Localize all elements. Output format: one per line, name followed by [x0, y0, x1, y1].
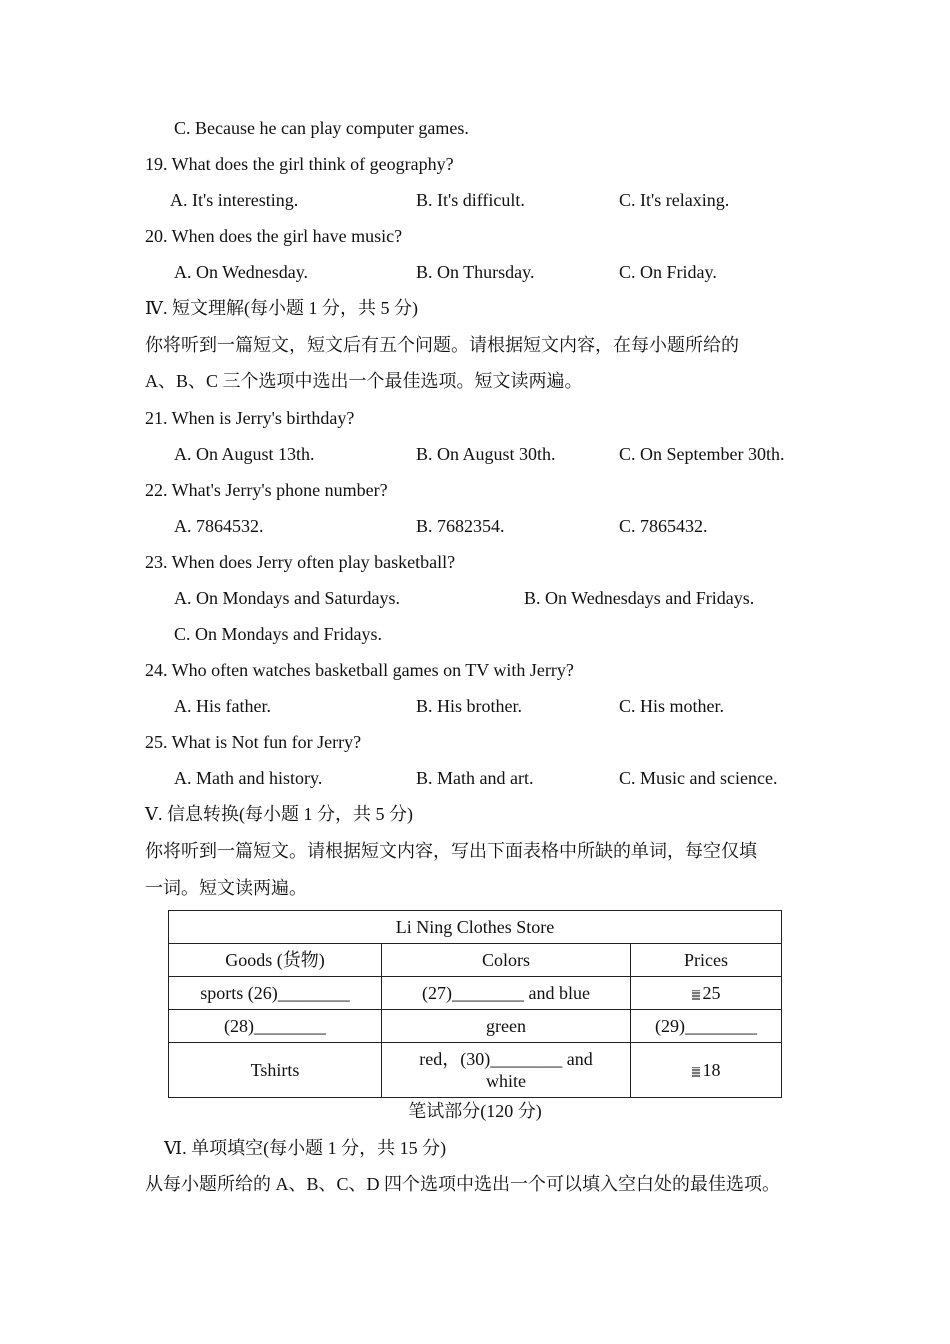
- section4-heading: Ⅳ. 短文理解(每小题 1 分，共 5 分): [145, 298, 418, 318]
- q20-option-b: B. On Thursday.: [416, 262, 535, 282]
- cell-price: [631, 1043, 782, 1098]
- cell-goods: Tshirts: [169, 1043, 382, 1098]
- cell-goods: (28)________: [169, 1010, 382, 1043]
- section4-instruction-line1: 你将听到一篇短文，短文后有五个问题。请根据短文内容，在每小题所给的: [145, 335, 739, 355]
- cell-price: [631, 977, 782, 1010]
- q21-option-a: A. On August 13th.: [174, 444, 315, 464]
- q23-option-b: B. On Wednesdays and Fridays.: [524, 588, 755, 608]
- header-colors: Colors: [382, 944, 631, 977]
- q18-option-c: C. Because he can play computer games.: [174, 118, 469, 138]
- q20-question: 20. When does the girl have music?: [145, 226, 403, 246]
- section5-heading: Ⅴ. 信息转换(每小题 1 分，共 5 分): [145, 804, 413, 824]
- q22-option-c: C. 7865432.: [619, 516, 708, 536]
- q23-question: 23. When does Jerry often play basketball?: [145, 552, 456, 572]
- q24-question: 24. Who often watches basketball games on TV with Jerry?: [145, 660, 574, 680]
- yen-icon: [692, 990, 700, 1000]
- q23-option-c: C. On Mondays and Fridays.: [174, 624, 382, 644]
- cell-colors: [382, 1043, 631, 1098]
- header-goods: Goods (货物): [169, 944, 382, 977]
- cell-colors: (27)________ and blue: [382, 977, 631, 1010]
- section4-instruction-line2: A、B、C 三个选项中选出一个最佳选项。短文读两遍。: [145, 371, 583, 391]
- q19-option-a: A. It's interesting.: [170, 190, 299, 210]
- written-part-title: 笔试部分(120 分): [408, 1101, 542, 1121]
- q22-option-b: B. 7682354.: [416, 516, 505, 536]
- q19-option-c: C. It's relaxing.: [619, 190, 730, 210]
- section6-instruction: 从每小题所给的 A、B、C、D 四个选项中选出一个可以填入空白处的最佳选项。: [145, 1174, 781, 1194]
- cell-colors-line2: white: [486, 1071, 526, 1091]
- q25-question: 25. What is Not fun for Jerry?: [145, 732, 362, 752]
- q21-option-c: C. On September 30th.: [619, 444, 785, 464]
- q20-option-a: A. On Wednesday.: [174, 262, 309, 282]
- yen-icon: [692, 1067, 700, 1077]
- section6-heading: Ⅵ. 单项填空(每小题 1 分，共 15 分): [164, 1138, 447, 1158]
- q25-option-b: B. Math and art.: [416, 768, 534, 788]
- cell-colors-line1: red，(30)________ and: [419, 1049, 593, 1069]
- table-header-row: [169, 944, 782, 977]
- price-value: 18: [702, 1060, 721, 1080]
- q20-option-c: C. On Friday.: [619, 262, 717, 282]
- q22-question: 22. What's Jerry's phone number?: [145, 480, 388, 500]
- q19-option-b: B. It's difficult.: [416, 190, 525, 210]
- q23-option-a: A. On Mondays and Saturdays.: [174, 588, 400, 608]
- cell-goods: sports (26)________: [169, 977, 382, 1010]
- table-row: [169, 1010, 782, 1043]
- q24-option-a: A. His father.: [174, 696, 271, 716]
- table-title: Li Ning Clothes Store: [169, 911, 782, 944]
- q21-question: 21. When is Jerry's birthday?: [145, 408, 355, 428]
- price-value: 25: [702, 983, 721, 1003]
- q19-question: 19. What does the girl think of geography?: [145, 154, 454, 174]
- q25-option-c: C. Music and science.: [619, 768, 778, 788]
- q25-option-a: A. Math and history.: [174, 768, 323, 788]
- cell-colors: green: [382, 1010, 631, 1043]
- cell-price: (29)________: [631, 1010, 782, 1043]
- q22-option-a: A. 7864532.: [174, 516, 264, 536]
- header-prices: Prices: [631, 944, 782, 977]
- section5-instruction-line1: 你将听到一篇短文。请根据短文内容，写出下面表格中所缺的单词，每空仅填: [145, 841, 757, 861]
- store-table: [168, 910, 782, 1098]
- table-row: [169, 977, 782, 1010]
- q21-option-b: B. On August 30th.: [416, 444, 556, 464]
- table-row: [169, 1043, 782, 1098]
- q24-option-b: B. His brother.: [416, 696, 522, 716]
- q24-option-c: C. His mother.: [619, 696, 725, 716]
- section5-instruction-line2: 一词。短文读两遍。: [145, 878, 307, 898]
